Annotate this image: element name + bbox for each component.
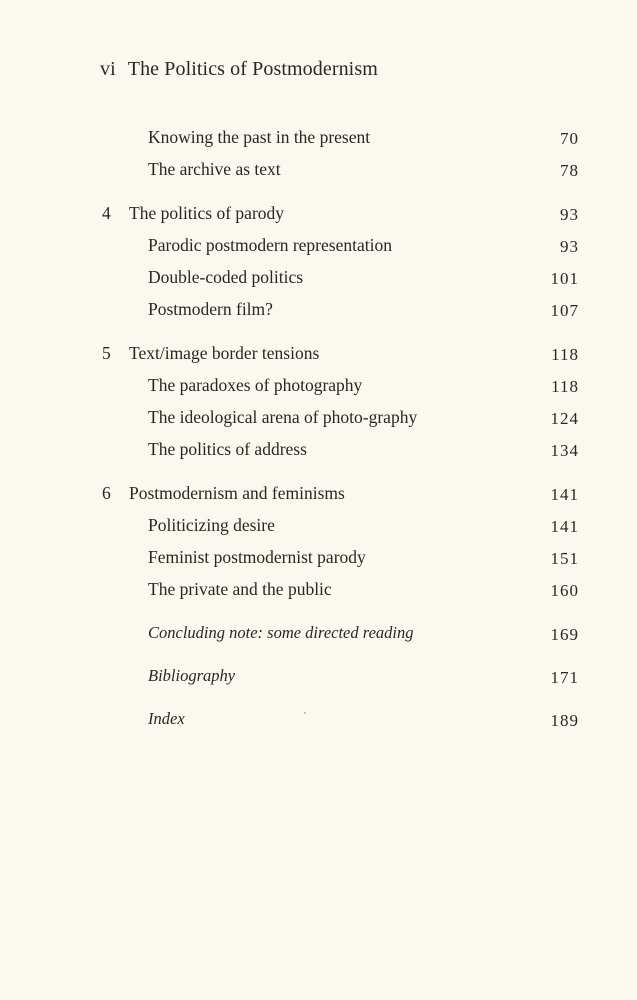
entry-page-number: 171 [550, 668, 579, 687]
entry-page-number: 118 [551, 345, 579, 364]
entry-page-number: 93 [560, 237, 579, 256]
running-head [100, 58, 378, 81]
entry-title: The ideological arena of photo-graphy [148, 407, 418, 427]
toc-chapter-entry [0, 483, 637, 507]
toc-section-entry [0, 299, 637, 323]
entry-page-number: 141 [550, 485, 579, 504]
entry-title: Index [148, 709, 185, 728]
toc-section-entry [0, 267, 637, 291]
toc-section-entry [0, 547, 637, 571]
entry-page-number: 93 [560, 205, 579, 224]
chapter-number: 5 [102, 343, 111, 363]
entry-title: Text/image border tensions [129, 343, 320, 363]
toc-backmatter-entry [0, 666, 637, 690]
entry-page-number: 134 [550, 441, 579, 460]
entry-title: The private and the public [148, 579, 332, 599]
entry-page-number: 101 [550, 269, 579, 288]
entry-page-number: 189 [550, 711, 579, 730]
toc-backmatter-entry [0, 623, 637, 647]
toc-section-entry [0, 439, 637, 463]
entry-page-number: 141 [550, 517, 579, 536]
toc-section-entry [0, 235, 637, 259]
entry-page-number: 78 [560, 161, 579, 180]
entry-page-number: 151 [550, 549, 579, 568]
entry-page-number: 124 [550, 409, 579, 428]
entry-title: Knowing the past in the present [148, 127, 371, 147]
toc-section-entry [0, 159, 637, 183]
entry-page-number: 160 [550, 581, 579, 600]
entry-title: The politics of address [148, 439, 307, 459]
entry-title: Politicizing desire [148, 515, 275, 535]
entry-page-number: 169 [550, 625, 579, 644]
toc-section-entry [0, 579, 637, 603]
entry-page-number: 107 [550, 301, 579, 320]
toc-section-entry [0, 375, 637, 399]
chapter-number: 4 [102, 203, 111, 223]
entry-title: Parodic postmodern representation [148, 235, 392, 255]
page-folio: vi [100, 58, 116, 80]
toc-chapter-entry [0, 203, 637, 227]
toc-backmatter-entry [0, 709, 637, 733]
entry-title: Double-coded politics [148, 267, 304, 287]
toc-section-entry [0, 127, 637, 151]
entry-title: Feminist postmodernist parody [148, 547, 366, 567]
paper-speck [304, 712, 306, 714]
book-title: The Politics of Postmodernism [127, 58, 378, 80]
toc-section-entry [0, 407, 637, 431]
entry-title: Bibliography [148, 666, 236, 685]
entry-title: Concluding note: some directed reading [148, 623, 414, 642]
entry-title: The archive as text [148, 159, 281, 179]
entry-title: Postmodern film? [148, 299, 273, 319]
entry-page-number: 70 [560, 129, 579, 148]
entry-title: The politics of parody [129, 203, 285, 223]
entry-title: Postmodernism and feminisms [129, 483, 345, 503]
toc-section-entry [0, 515, 637, 539]
entry-page-number: 118 [551, 377, 579, 396]
chapter-number: 6 [102, 483, 111, 503]
entry-title: The paradoxes of photography [148, 375, 363, 395]
toc-chapter-entry [0, 343, 637, 367]
